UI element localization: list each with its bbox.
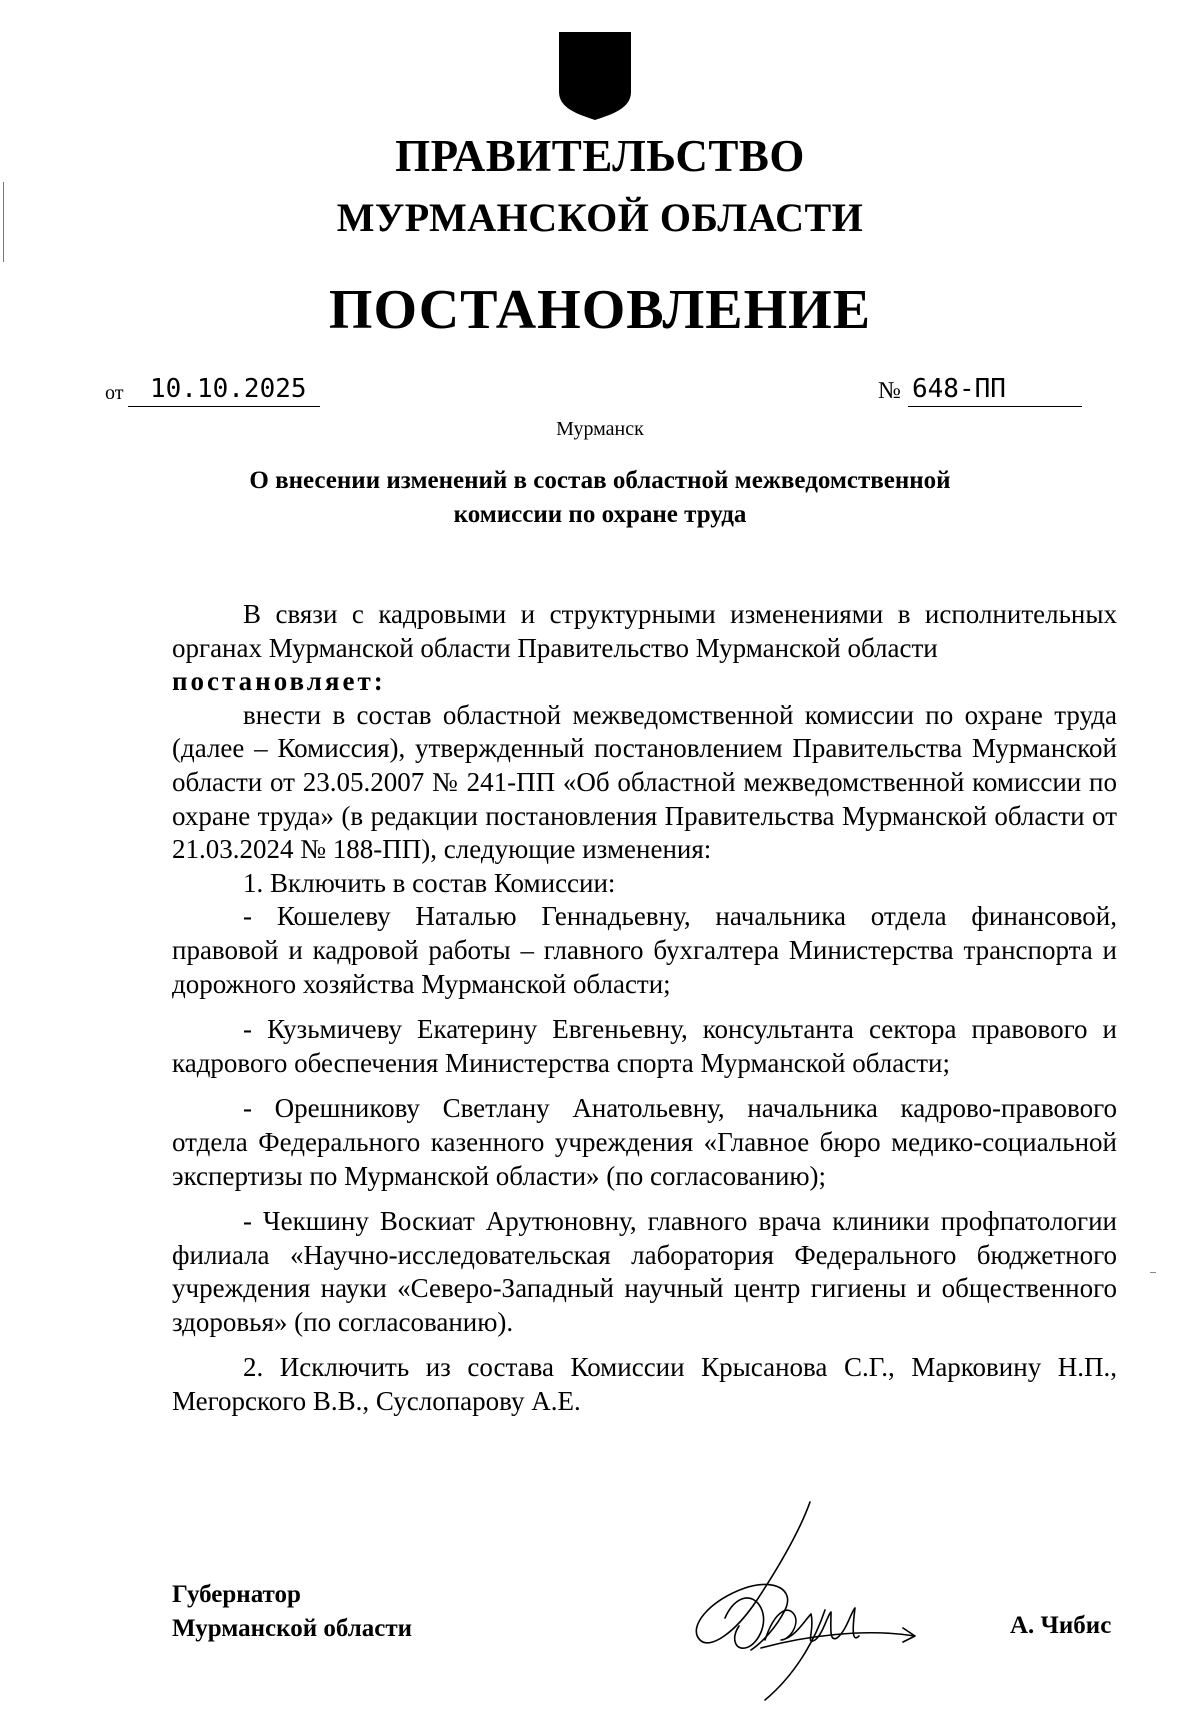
organization-line-2: МУРМАНСКОЙ ОБЛАСТИ — [336, 195, 864, 240]
organization-line-1: ПРАВИТЕЛЬСТВО — [395, 131, 805, 181]
item2: 2. Исключить из состава Комиссии Крысанова С.Г., Марковину Н.П., Мегорского В.В., Суслопарову А.Е. — [172, 1352, 1117, 1417]
item1-d: - Чекшину Воскиат Арутюновну, главного врача клиники профпатологии филиала «Научно-исследовательская лаборатория Федерального бюджетного учреждения науки «Северо-Западный научный центр гигиены и общественного здоровья» (по согласованию). — [172, 1206, 1117, 1337]
signatory-title-line-2: Мурманской области — [172, 1615, 413, 1642]
signatory-name: А. Чибис — [1010, 1612, 1112, 1639]
intro-text: В связи с кадровыми и структурными изменениями в исполнительных органах Мурманской области Правительство Мурманской области — [172, 599, 1117, 663]
date-label: от — [105, 382, 124, 404]
item1-title: 1. Включить в состав Комиссии: — [243, 867, 616, 898]
document-subject — [200, 464, 1000, 532]
scan-dot — [1150, 1272, 1156, 1273]
signatory-title — [172, 1578, 412, 1646]
city: Мурманск — [556, 418, 644, 440]
intro-paragraph — [172, 598, 1117, 699]
main-paragraph: внести в состав областной межведомственной комиссии по охране труда (далее – Комиссия), утвержденный постановлением Правительства Мурманской области от 23.05.2007 № 241-ПП «Об областной межведомственной комиссии по охране труда» (в редакции постановления Правительства Мурманской области от 21.03.2024 № 188-ПП), следующие изменения: — [172, 699, 1117, 865]
item1-a: - Кошелеву Наталью Геннадьевну, начальника отдела финансовой, правовой и кадровой работы – главного бухгалтера Министерства транспорта и дорожного хозяйства Мурманской области; — [172, 901, 1117, 999]
number-label: № — [878, 378, 901, 404]
date-value: 10.10.2025 — [128, 372, 320, 407]
signature-icon — [665, 1500, 925, 1705]
number-value: 648-ПП — [908, 372, 1082, 407]
item1-b: - Кузьмичеву Екатерину Евгеньевну, консультанта сектора правового и кадрового обеспечения Министерства спорта Мурманской области; — [172, 1014, 1117, 1078]
decree-word: постановляет: — [172, 666, 386, 697]
signatory-title-line-1: Губернатор — [172, 1581, 301, 1608]
subject-line-1: О внесении изменений в состав областной межведомственной — [249, 467, 951, 494]
subject-line-2: комиссии по охране труда — [453, 501, 747, 528]
emblem-icon — [555, 30, 635, 122]
document-type: ПОСТАНОВЛЕНИЕ — [328, 279, 872, 341]
item1-c: - Орешникову Светлану Анатольевну, начальника кадрово-правового отдела Федерального казенного учреждения «Главное бюро медико-социальной экспертизы по Мурманской области» (по согласованию); — [172, 1093, 1117, 1191]
document-body — [172, 598, 1117, 1419]
